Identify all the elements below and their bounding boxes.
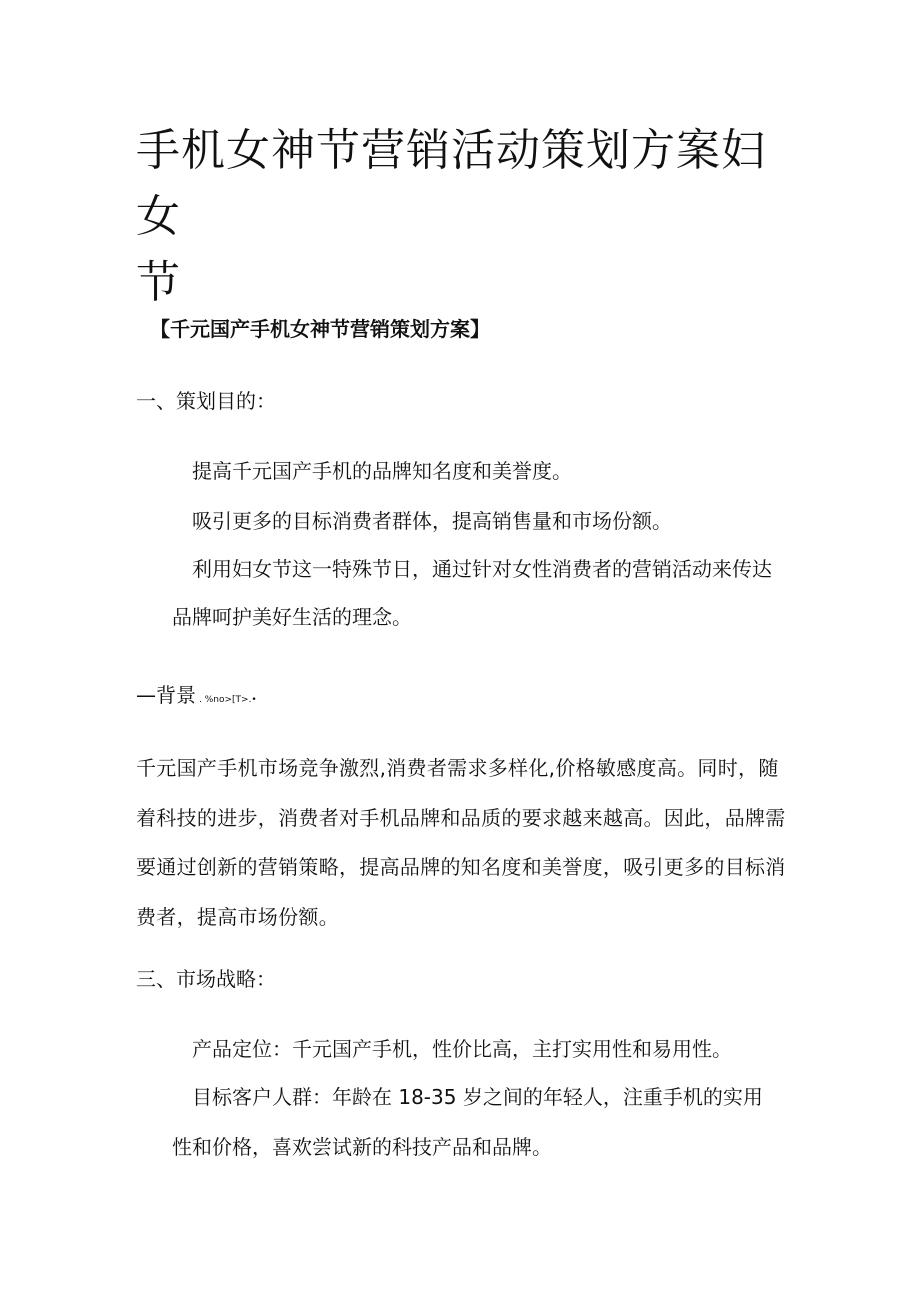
title-line-2: 节 — [136, 257, 181, 308]
section-1-paragraph-3-line-1: 利用妇女节这一特殊节日，通过针对女性消费者的营销活动来传达 — [192, 557, 772, 581]
section-1-paragraph-2: 吸引更多的目标消费者群体，提高销售量和市场份额。 — [192, 509, 672, 533]
section-1-paragraph-3-line-2: 品牌呵护美好生活的理念。 — [172, 605, 412, 629]
title-line-1: 手机女神节营销活动策划方案妇女 — [136, 125, 766, 242]
section-3-paragraph-2-line-1: 目标客户人群：年龄在 18-35 岁之间的年轻人，注重手机的实用 — [192, 1085, 763, 1109]
section-2-line-3: 要通过创新的营销策略，提高品牌的知名度和美誉度，吸引更多的目标消 — [136, 855, 786, 879]
section-2-heading-text: —背景 — [136, 683, 196, 707]
section-3-paragraph-1: 产品定位：千元国产手机，性价比高，主打实用性和易用性。 — [192, 1037, 732, 1061]
section-2-heading — [136, 680, 257, 715]
document-subtitle: 【千元国产手机女神节营销策划方案】 — [150, 317, 490, 341]
section-2-body — [136, 744, 786, 942]
section-3-heading: 三、市场战略： — [136, 967, 276, 991]
document-title — [136, 118, 796, 316]
section-2-heading-noise: . %no>[T>.• — [199, 695, 257, 705]
section-1-heading: 一、策划目的： — [136, 389, 276, 413]
section-1-paragraph-1: 提高千元国产手机的品牌知名度和美誉度。 — [192, 459, 572, 483]
section-3-paragraph-2-line-2: 性和价格，喜欢尝试新的科技产品和品牌。 — [172, 1135, 552, 1159]
section-2-line-4: 费者，提高市场份额。 — [136, 904, 339, 929]
section-2-line-1: 千元国产手机市场竞争激烈,消费者需求多样化,价格敏感度高。同时，随 — [136, 756, 779, 780]
section-2-line-2: 着科技的进步，消费者对手机品牌和品质的要求越来越高。因此，品牌需 — [136, 805, 786, 830]
